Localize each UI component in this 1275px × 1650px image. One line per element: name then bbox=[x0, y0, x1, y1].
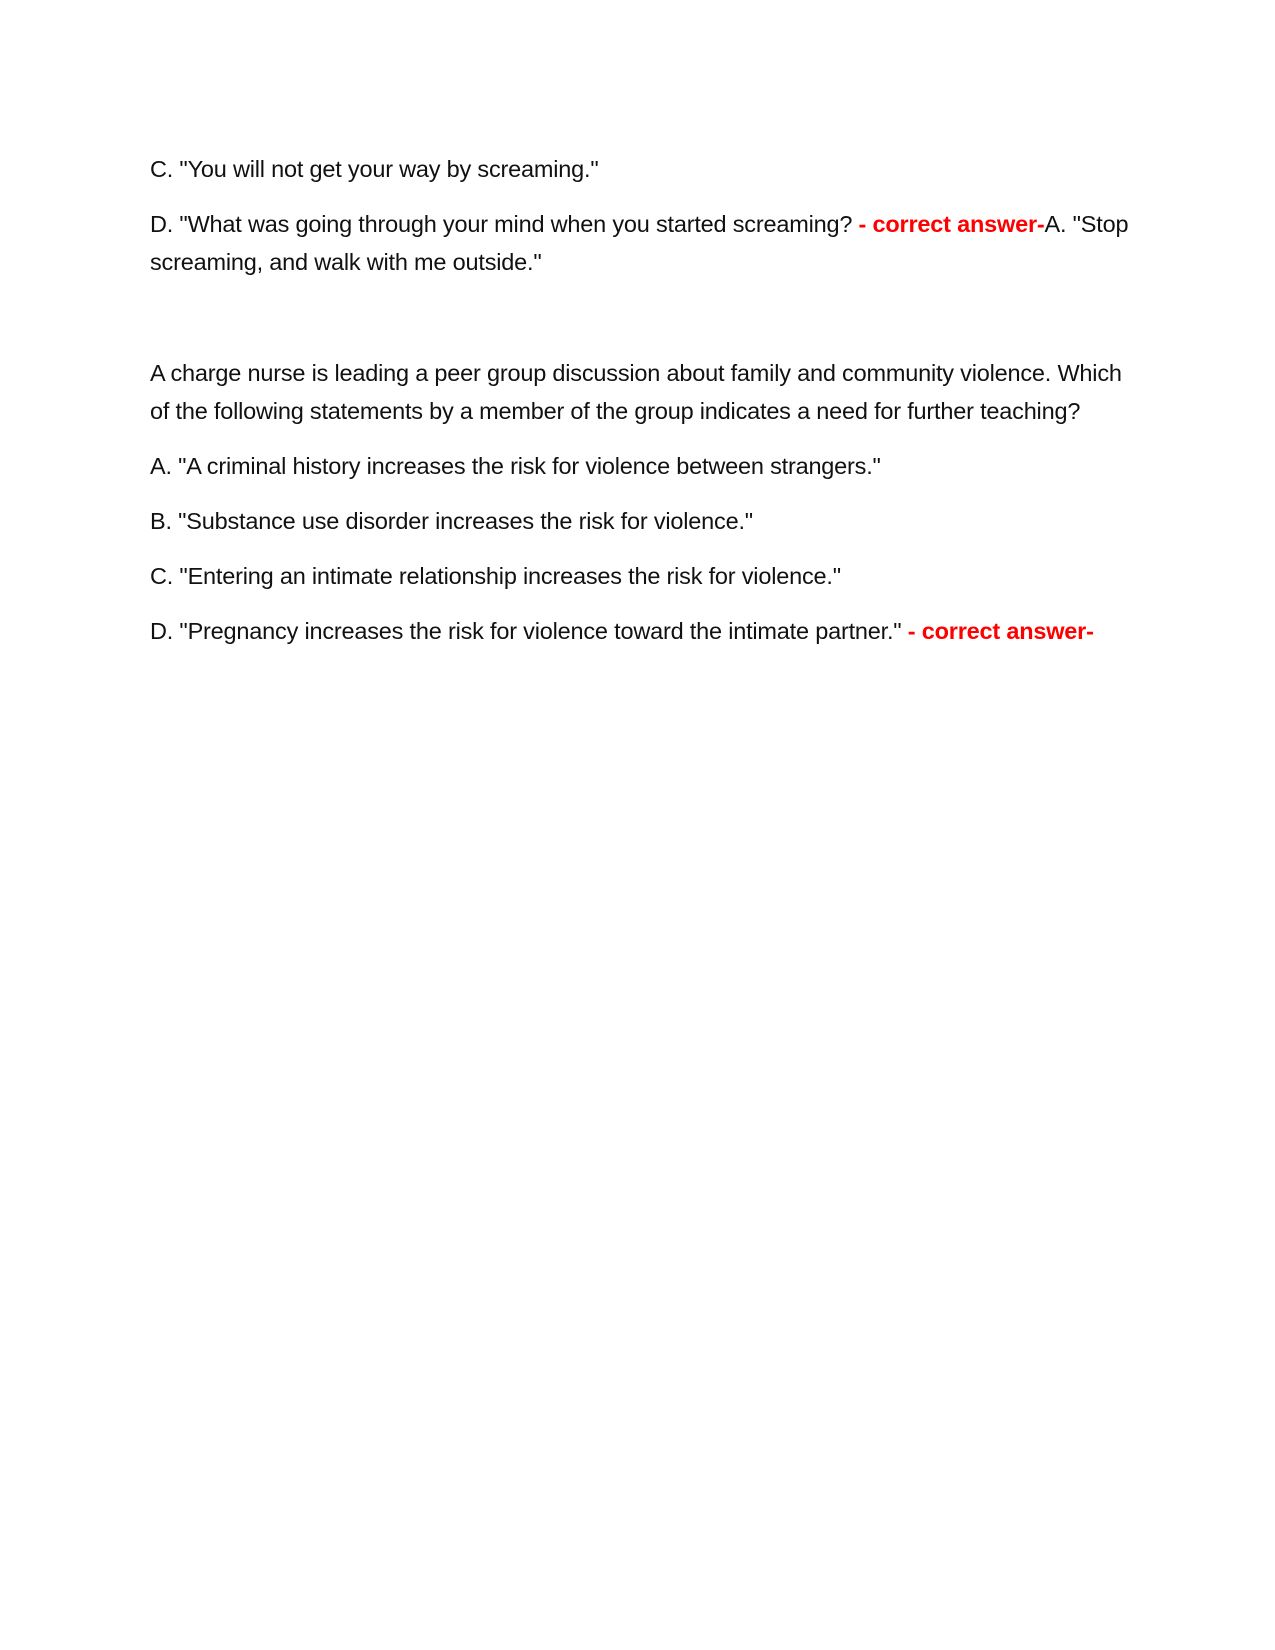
q2-option-c: C. "Entering an intimate relationship increases the risk for violence." bbox=[150, 563, 841, 589]
q2-option-d bbox=[150, 612, 1140, 650]
q2-answer-marker: - correct answer- bbox=[907, 618, 1094, 644]
q1-answer-text: A. "Stop screaming, and walk with me outside." bbox=[150, 211, 1129, 275]
q1-option-d-text: D. "What was going through your mind when you started screaming? bbox=[150, 211, 853, 237]
q1-option-d bbox=[150, 205, 1140, 281]
q2-option-d-text: D. "Pregnancy increases the risk for violence toward the intimate partner." bbox=[150, 618, 908, 644]
q2-question: A charge nurse is leading a peer group discussion about family and community violence. Which of the following statements by a member of the group indicates a need for further teaching? bbox=[150, 360, 1122, 424]
document-page bbox=[150, 150, 1140, 667]
q2-option-a: A. "A criminal history increases the risk for violence between strangers." bbox=[150, 453, 881, 479]
q1-option-c: C. "You will not get your way by screaming." bbox=[150, 156, 599, 182]
q1-answer-marker: - correct answer- bbox=[852, 211, 1045, 237]
q2-option-b: B. "Substance use disorder increases the risk for violence." bbox=[150, 508, 753, 534]
